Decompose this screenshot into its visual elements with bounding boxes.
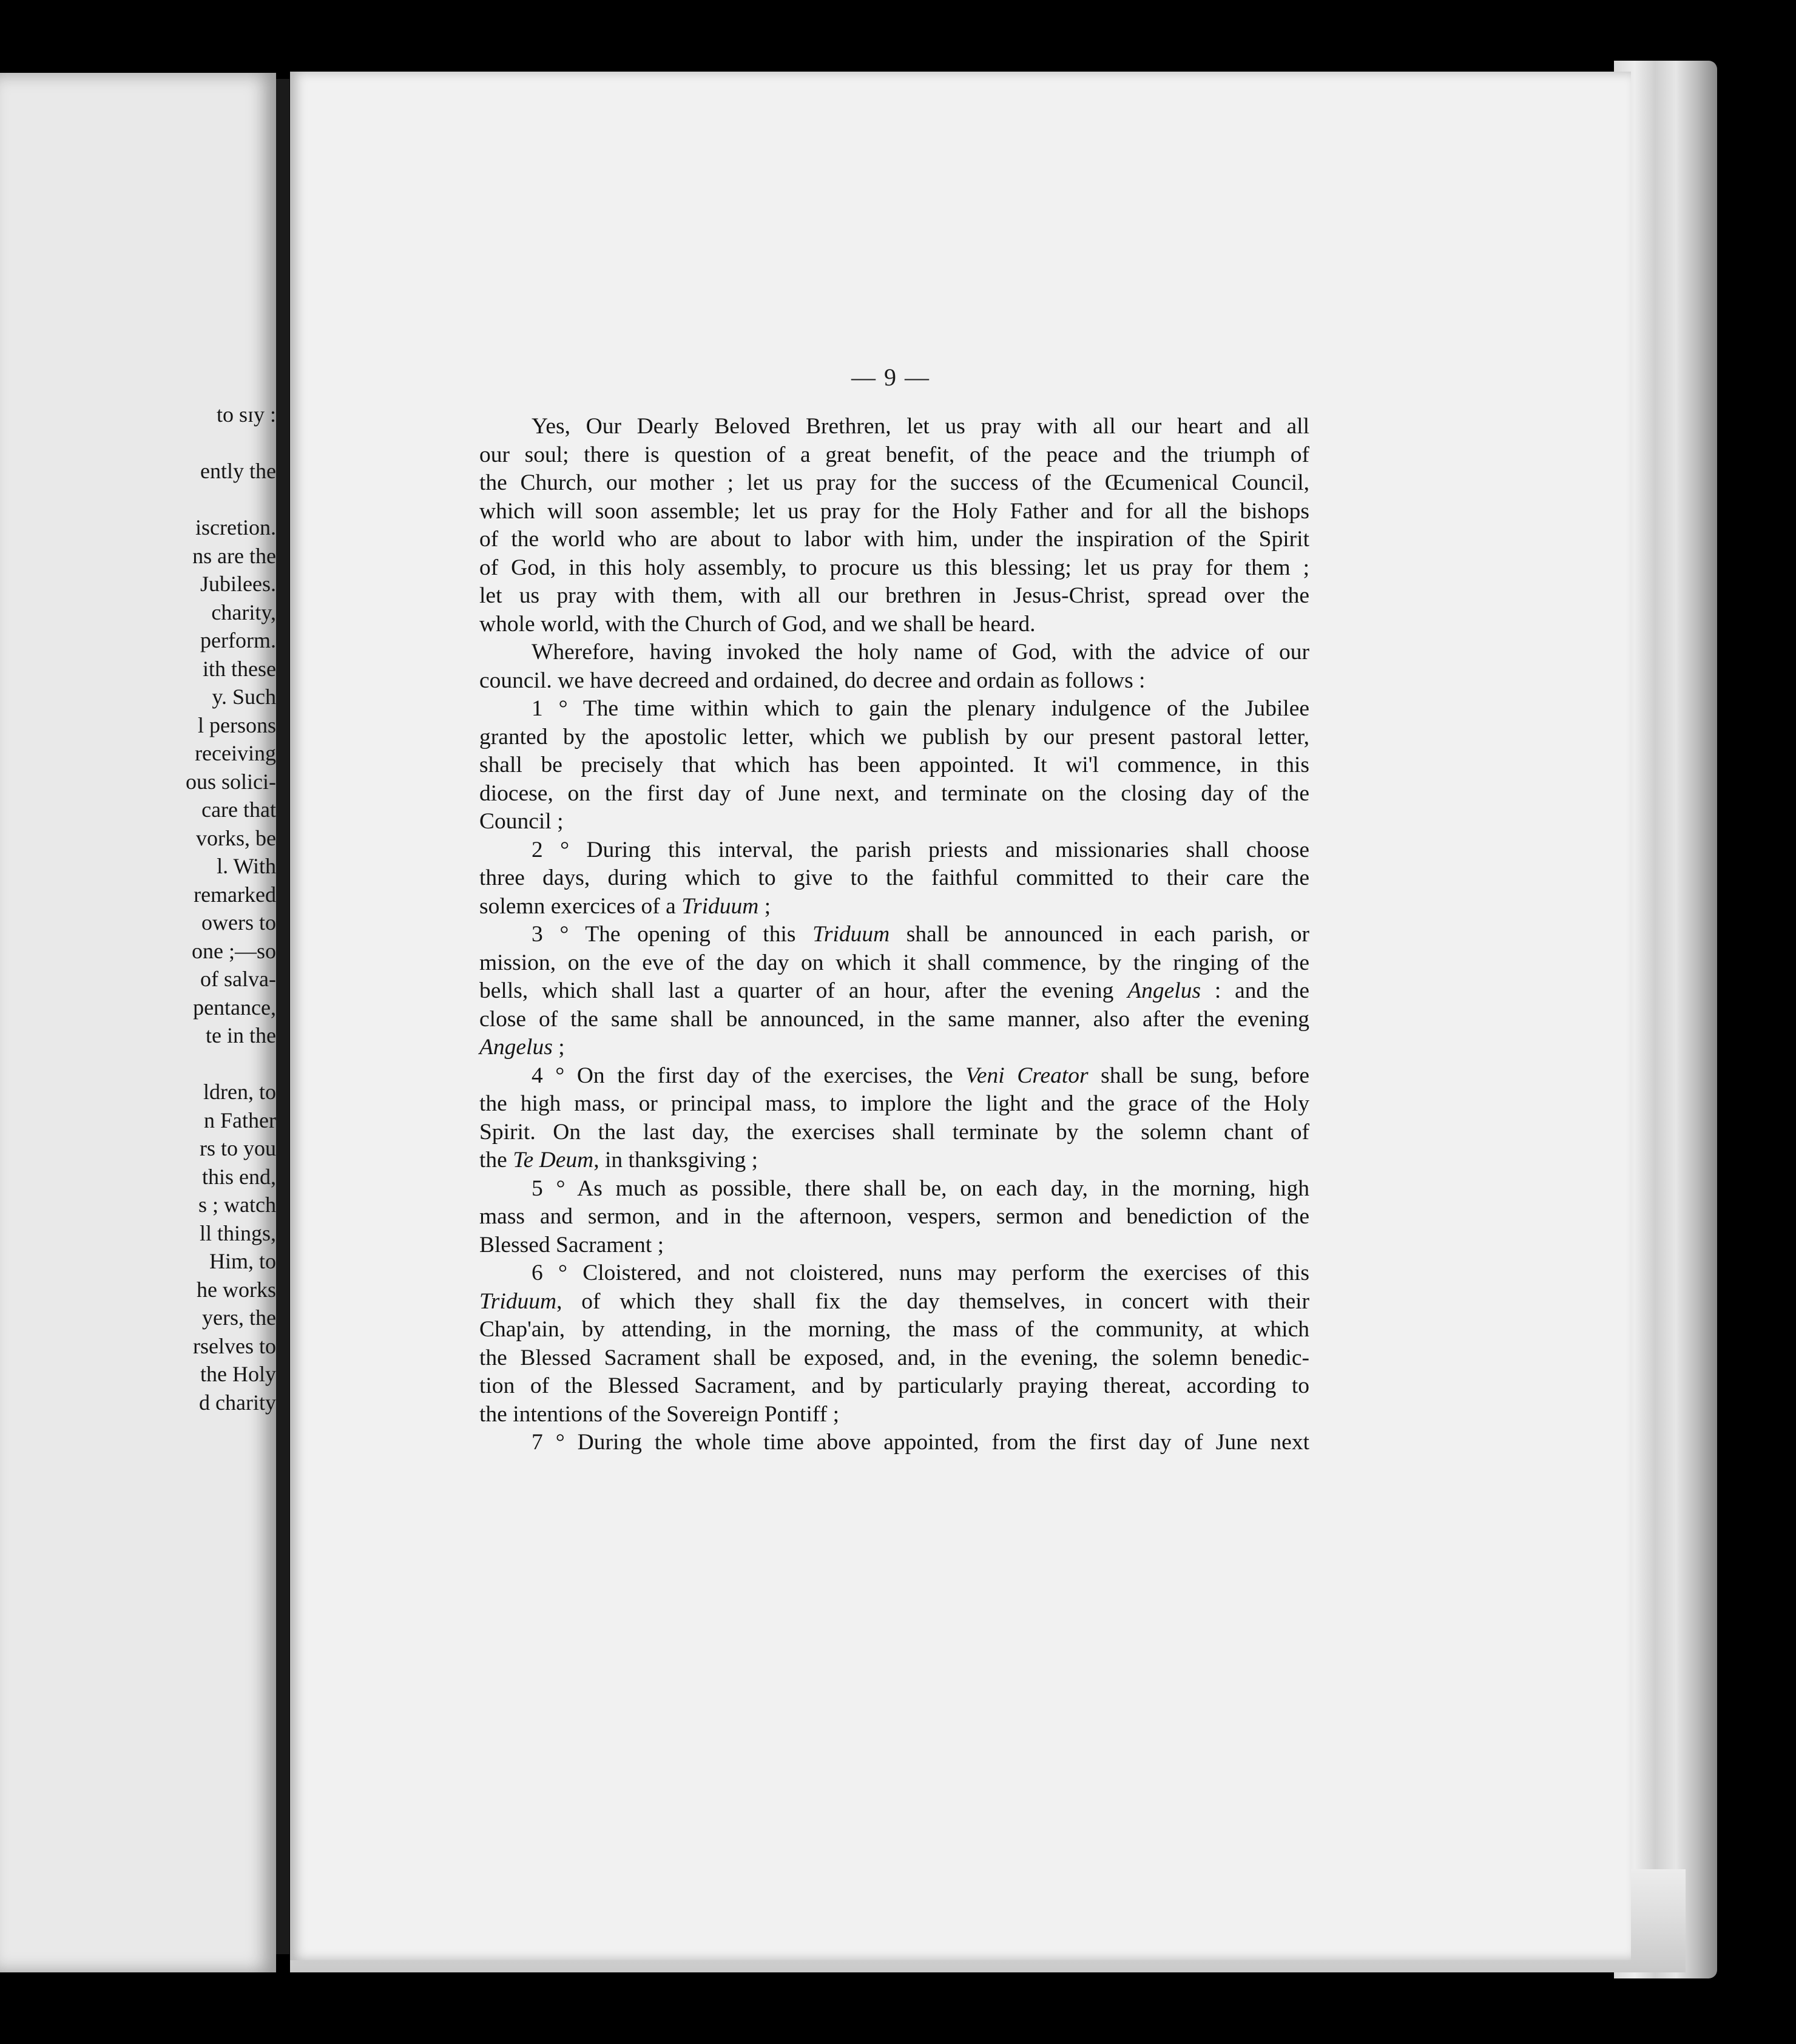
text-line: 4 ° On the first day of the exercises, the Veni Creator shall be sung, before — [532, 1063, 1309, 1088]
left-fragment-line: owers to — [201, 910, 276, 935]
text-line: Council ; — [479, 809, 564, 834]
text-line: bells, which shall last a quarter of an hour, after the evening Angelus : and the — [479, 978, 1309, 1003]
text-line: the Blessed Sacrament shall be exposed, and, in the evening, the solemn benedic- — [479, 1345, 1309, 1370]
text-line: Yes, Our Dearly Beloved Brethren, let us pray with all our heart and all — [532, 414, 1309, 439]
book-gutter — [276, 79, 289, 1954]
left-fragment-line: ous solici- — [186, 769, 276, 794]
italic-term: Angelus — [479, 1035, 553, 1060]
text-line: 1 ° The time within which to gain the plenary indulgence of the Jubilee — [532, 696, 1309, 721]
left-fragment-line: remarked — [194, 882, 276, 907]
text-line: 6 ° Cloistered, and not cloistered, nuns may perform the exercises of this — [532, 1261, 1309, 1285]
text-line: our soul; there is question of a great benefit, of the peace and the triumph of — [479, 442, 1309, 467]
left-fragment-line: of salva- — [200, 967, 276, 991]
text-line: Angelus ; — [479, 1035, 565, 1060]
text-line: 2 ° During this interval, the parish priests and missionaries shall choose — [532, 837, 1309, 862]
text-line: the intentions of the Sovereign Pontiff ; — [479, 1401, 839, 1427]
text-line: the Te Deum, in thanksgiving ; — [479, 1148, 758, 1173]
text-line: which will soon assemble; let us pray for the Holy Father and for all the bishops — [479, 498, 1309, 524]
left-fragment-line: yers, the — [202, 1305, 276, 1330]
left-fragment-line: n Father — [204, 1108, 276, 1132]
previous-page-text-fragments — [94, 401, 276, 1416]
text-line: close of the same shall be announced, in the same manner, also after the evening — [479, 1006, 1309, 1032]
left-fragment-line: l persons — [198, 712, 276, 737]
text-line: mass and sermon, and in the afternoon, vespers, sermon and benediction of the — [479, 1204, 1309, 1229]
left-fragment-line: care that — [201, 797, 276, 822]
text-line: Spirit. On the last day, the exercises shall terminate by the solemn chant of — [479, 1119, 1309, 1145]
italic-term: Triduum — [479, 1288, 557, 1314]
left-fragment-line: the Holy — [200, 1362, 276, 1386]
left-fragment-line: ently the — [200, 459, 276, 483]
left-fragment-line: vorks, be — [196, 825, 276, 850]
left-fragment-line: pentance, — [193, 995, 276, 1020]
text-line: whole world, with the Church of God, and we shall be heard. — [479, 611, 1036, 637]
left-fragment-line: ith these — [203, 656, 276, 681]
left-fragment-line: Jubilees. — [200, 572, 276, 596]
left-fragment-line: perform. — [200, 628, 276, 652]
text-line: the high mass, or principal mass, to implore the light and the grace of the Holy — [479, 1091, 1309, 1116]
left-fragment-line: d charity — [199, 1390, 276, 1415]
text-line: 7 ° During the whole time above appointed, from the first day of June next — [532, 1430, 1309, 1455]
previous-page — [0, 73, 276, 1972]
text-line: Blessed Sacrament ; — [479, 1232, 664, 1257]
left-fragment-line: rs to you — [200, 1136, 276, 1160]
italic-term: Veni Creator — [965, 1063, 1089, 1088]
text-line: solemn exercices of a Triduum ; — [479, 893, 771, 919]
body-text — [479, 413, 1309, 1457]
left-fragment-line: to sɪy : — [216, 402, 276, 427]
text-line: 5 ° As much as possible, there shall be, on each day, in the morning, high — [532, 1176, 1309, 1201]
left-fragment-line: one ;—so — [192, 938, 276, 963]
left-fragment-line — [94, 1050, 276, 1078]
text-line: mission, on the eve of the day on which it shall commence, by the ringing of the — [479, 950, 1309, 975]
text-line: tion of the Blessed Sacrament, and by particularly praying thereat, according to — [479, 1373, 1309, 1398]
left-fragment-line: this end, — [202, 1164, 276, 1189]
left-fragment-line: s ; watch — [198, 1193, 276, 1217]
left-fragment-line: charity, — [211, 600, 276, 624]
text-line: diocese, on the first day of June next, and terminate on the closing day of the — [479, 780, 1309, 806]
text-line: 3 ° The opening of this Triduum shall be announced in each parish, or — [532, 922, 1309, 947]
text-line: shall be precisely that which has been appointed. It wi'l commence, in this — [479, 753, 1309, 777]
left-fragment-line: ns are the — [192, 543, 276, 568]
text-line: the Church, our mother ; let us pray for the success of the Œcumenical Council, — [479, 470, 1309, 495]
left-fragment-line: iscretion. — [195, 515, 276, 540]
left-fragment-line: receiving — [195, 741, 276, 765]
left-fragment-line: ldren, to — [203, 1080, 276, 1104]
left-fragment-line: he works — [197, 1277, 276, 1302]
page-number: — 9 — — [851, 364, 930, 391]
left-fragment-line — [94, 429, 276, 458]
text-line: of the world who are about to labor with him, under the inspiration of the Spirit — [479, 527, 1309, 552]
text-line: council. we have decreed and ordained, do decree and ordain as follows : — [479, 668, 1146, 693]
left-fragment-line: te in the — [206, 1023, 276, 1047]
italic-term: Angelus — [1127, 978, 1201, 1003]
left-fragment-line: y. Such — [212, 685, 276, 709]
text-line: Triduum, of which they shall fix the day themselves, in concert with their — [479, 1288, 1309, 1314]
text-line: Chap'ain, by attending, in the morning, the mass of the community, at which — [479, 1317, 1309, 1342]
italic-term: Triduum — [681, 893, 759, 919]
left-fragment-line: rselves to — [193, 1333, 276, 1358]
text-line: three days, during which to give to the faithful committed to their care the — [479, 865, 1309, 890]
text-line: let us pray with them, with all our brethren in Jesus-Christ, spread over the — [479, 583, 1309, 608]
text-line: granted by the apostolic letter, which we publish by our present pastoral letter, — [479, 724, 1309, 750]
left-fragment-line: Him, to — [209, 1249, 276, 1273]
italic-term: Te Deum — [513, 1148, 594, 1173]
text-line: Wherefore, having invoked the holy name of God, with the advice of our — [532, 640, 1309, 665]
italic-term: Triduum — [812, 922, 890, 947]
left-fragment-line: ll things, — [199, 1220, 276, 1245]
text-line: of God, in this holy assembly, to procure us this blessing; let us pray for them ; — [479, 555, 1309, 580]
left-fragment-line — [94, 486, 276, 514]
left-fragment-line: l. With — [217, 854, 276, 878]
